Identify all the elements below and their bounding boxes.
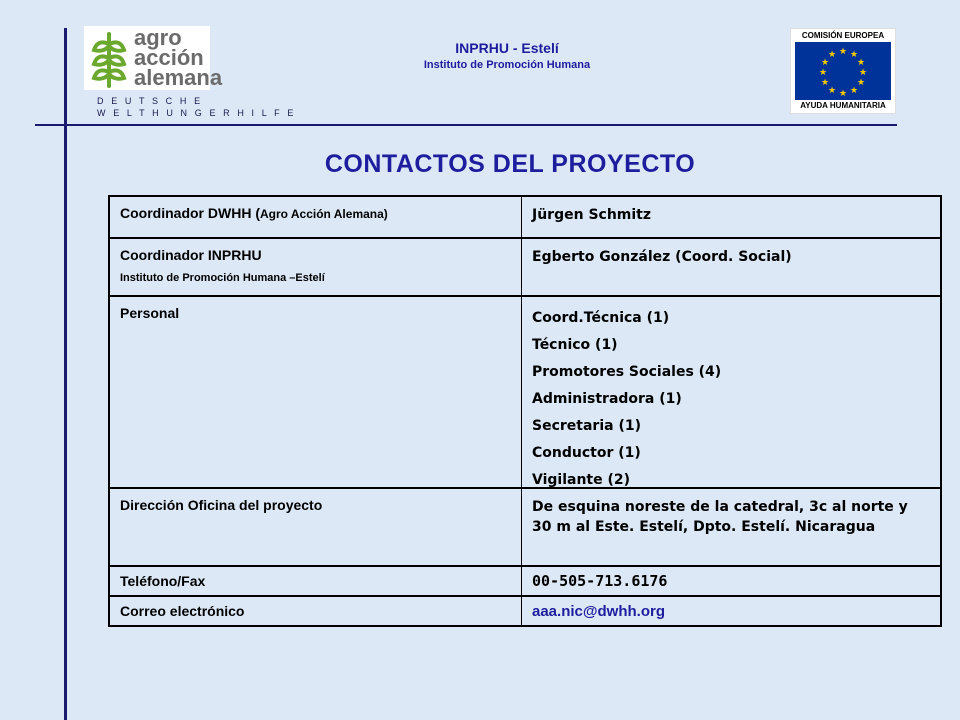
svg-text:★: ★: [838, 47, 848, 57]
row-label-small: Agro Acción Alemana): [259, 207, 388, 221]
table-row-coord-inprhu: [110, 239, 940, 297]
svg-text:★: ★: [820, 58, 830, 68]
cell-label: [110, 567, 522, 595]
svg-text:★: ★: [856, 78, 866, 88]
cell-value: [522, 297, 940, 487]
cell-label: [110, 489, 522, 565]
svg-text:★: ★: [818, 68, 828, 78]
svg-text:★: ★: [827, 86, 837, 96]
svg-text:★: ★: [820, 78, 830, 88]
row-value: Egberto González (Coord. Social): [532, 249, 792, 265]
row-label: Teléfono/Fax: [120, 573, 206, 589]
eu-logo-top-text: COMISIÓN EUROPEA: [801, 31, 885, 40]
svg-text:★: ★: [858, 68, 868, 78]
cell-value: [522, 197, 940, 237]
eu-flag-icon: [795, 42, 891, 100]
row-label-main: Coordinador DWHH (: [120, 205, 260, 221]
cell-value: [522, 597, 940, 625]
eu-humanitarian-logo: [790, 28, 896, 114]
org-subtitle: Instituto de Promoción Humana: [423, 59, 591, 71]
table-row-telefono: [110, 567, 940, 597]
svg-text:★: ★: [856, 58, 866, 68]
table-row-coord-dwhh: [110, 197, 940, 239]
row-label: Coordinador INPRHU: [120, 247, 262, 263]
eu-logo-bottom-text: AYUDA HUMANITARIA: [800, 101, 886, 110]
svg-text:★: ★: [838, 89, 848, 99]
cell-value: [522, 567, 940, 595]
logo-word-accion: acción: [134, 45, 204, 70]
list-item: Vigilante (2): [532, 472, 631, 488]
table-row-correo: [110, 597, 940, 625]
cell-label: [110, 239, 522, 295]
list-item: Coord.Técnica (1): [532, 310, 670, 326]
svg-text:★: ★: [849, 50, 859, 60]
wheat-icon: [88, 30, 130, 88]
list-item: Promotores Sociales (4): [532, 364, 722, 380]
list-item: Administradora (1): [532, 391, 682, 407]
header-horizontal-rule: [35, 124, 897, 126]
logo-sub-deutsche: D E U T S C H E: [97, 96, 203, 106]
list-item: Conductor (1): [532, 445, 641, 461]
email-link[interactable]: aaa.nic@dwhh.org: [532, 603, 665, 620]
logo-wordmark: [134, 25, 223, 90]
row-label: Personal: [120, 305, 180, 321]
row-label: [120, 205, 388, 221]
cell-label: [110, 197, 522, 237]
cell-label: [110, 297, 522, 487]
list-item: Técnico (1): [532, 337, 618, 353]
row-label: Dirección Oficina del proyecto: [120, 497, 323, 513]
logo-word-agro: agro: [134, 25, 182, 50]
org-title: INPRHU - Estelí: [455, 40, 559, 56]
table-row-direccion: [110, 489, 940, 567]
page-title: CONTACTOS DEL PROYECTO: [324, 150, 696, 178]
left-vertical-rule: [64, 28, 67, 720]
logo-word-alemana: alemana: [134, 65, 223, 90]
cell-label: [110, 597, 522, 625]
svg-text:★: ★: [849, 86, 859, 96]
eu-stars-icon: [795, 42, 891, 100]
svg-text:★: ★: [827, 50, 837, 60]
row-value: De esquina noreste de la catedral, 3c al norte y 30 m al Este. Estelí, Dpto. Estelí. Nicaragua: [532, 499, 908, 535]
row-value: Jürgen Schmitz: [532, 207, 652, 223]
list-item: Secretaria (1): [532, 418, 641, 434]
cell-value: [522, 489, 940, 565]
cell-value: [522, 239, 940, 295]
contacts-table: [108, 195, 942, 627]
row-value: 00-505-713.6176: [532, 572, 668, 590]
table-row-personal: [110, 297, 940, 489]
row-sublabel: Instituto de Promoción Humana –Estelí: [120, 272, 325, 284]
personal-list: [532, 305, 721, 494]
logo-sub-welthungerhilfe: W E L T H U N G E R H I L F E: [97, 108, 296, 118]
row-label: Correo electrónico: [120, 603, 245, 619]
agro-accion-alemana-logo: [84, 25, 223, 90]
